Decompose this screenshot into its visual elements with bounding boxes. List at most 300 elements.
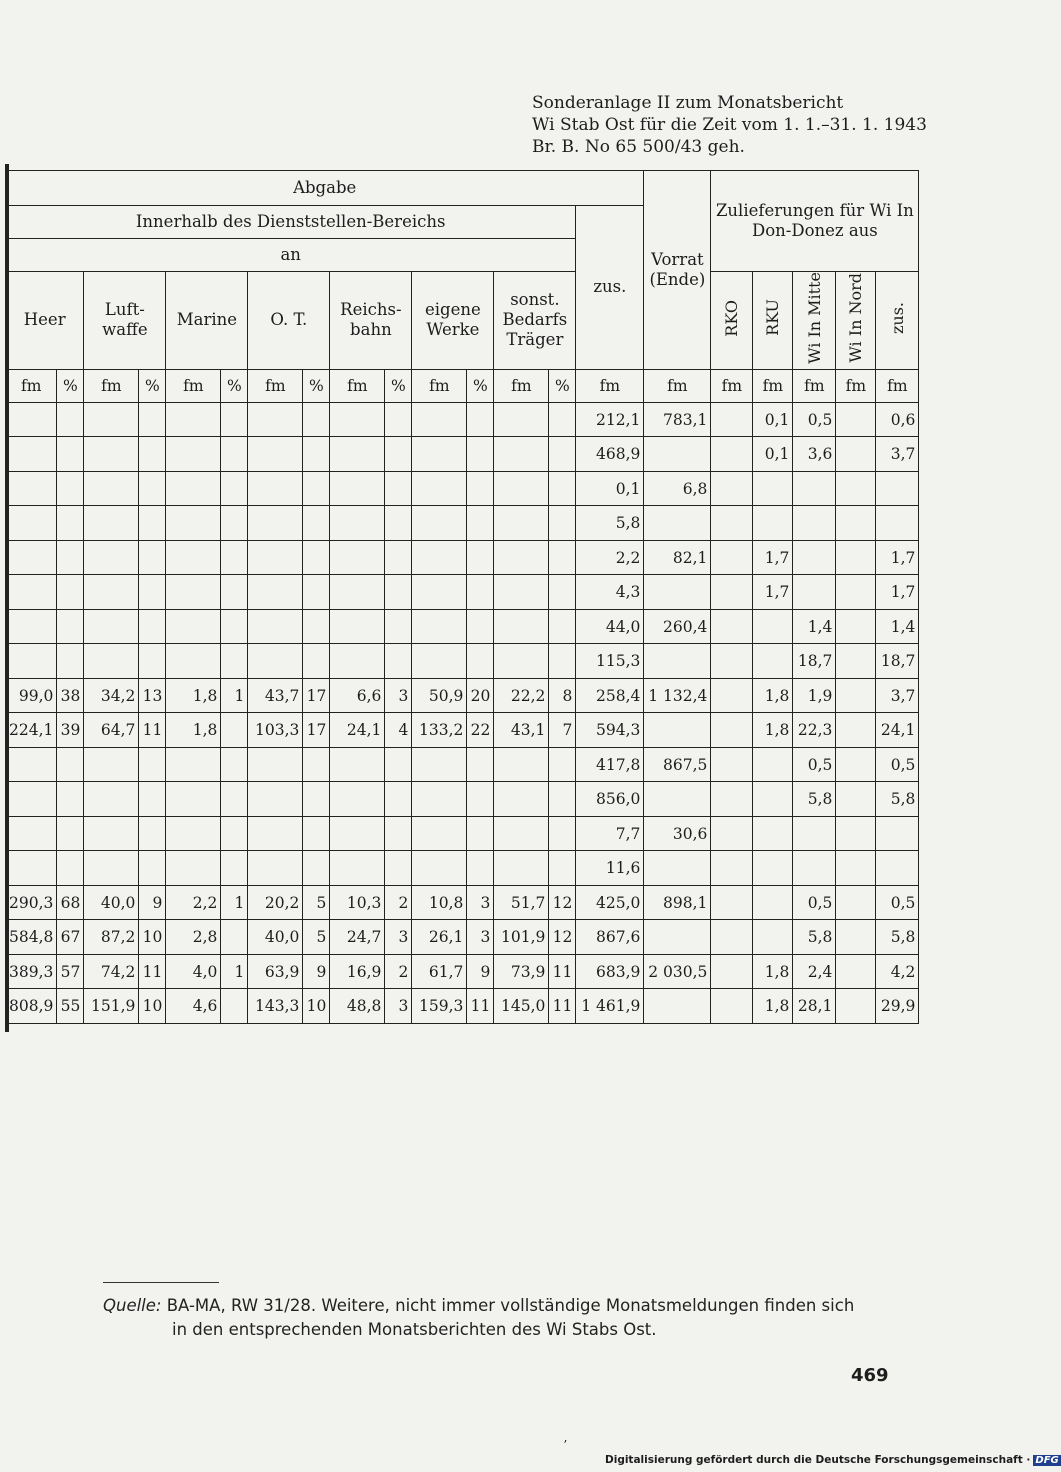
table-cell bbox=[139, 540, 166, 575]
table-row bbox=[6, 437, 919, 472]
table-cell: 10 bbox=[139, 989, 166, 1024]
table-cell: 5 bbox=[303, 920, 330, 955]
table-cell bbox=[221, 816, 248, 851]
table-cell: 151,9 bbox=[84, 989, 139, 1024]
table-cell: 1,8 bbox=[753, 954, 793, 989]
table-cell: 16,9 bbox=[330, 954, 385, 989]
table-cell bbox=[467, 816, 494, 851]
table-cell: 7,7 bbox=[576, 816, 644, 851]
table-cell: 3,6 bbox=[793, 437, 836, 472]
table-cell bbox=[139, 575, 166, 610]
table-cell: 11 bbox=[549, 989, 576, 1024]
table-row bbox=[6, 885, 919, 920]
table-cell bbox=[303, 816, 330, 851]
table-cell bbox=[644, 575, 711, 610]
table-cell bbox=[753, 609, 793, 644]
table-cell bbox=[385, 782, 412, 817]
table-cell bbox=[221, 506, 248, 541]
table-cell: 82,1 bbox=[644, 540, 711, 575]
table-cell bbox=[248, 851, 303, 886]
unit-cell: fm bbox=[711, 369, 753, 402]
table-cell bbox=[330, 609, 385, 644]
header-line-2: Wi Stab Ost für die Zeit vom 1. 1.–31. 1. 1943 bbox=[532, 115, 927, 135]
table-cell: 2 bbox=[385, 954, 412, 989]
table-cell bbox=[494, 851, 549, 886]
table-cell bbox=[412, 782, 467, 817]
table-cell bbox=[221, 989, 248, 1024]
table-cell bbox=[836, 851, 876, 886]
table-cell: 1,8 bbox=[166, 713, 221, 748]
table-cell bbox=[836, 954, 876, 989]
table-cell: 389,3 bbox=[6, 954, 57, 989]
vorrat-header: Vorrat (Ende) bbox=[644, 171, 711, 370]
table-cell bbox=[166, 782, 221, 817]
table-cell bbox=[385, 471, 412, 506]
table-cell: 5,8 bbox=[876, 782, 919, 817]
table-cell: 5,8 bbox=[576, 506, 644, 541]
table-cell bbox=[644, 437, 711, 472]
table-cell bbox=[6, 851, 57, 886]
table-cell bbox=[836, 575, 876, 610]
unit-cell: fm bbox=[644, 369, 711, 402]
table-cell bbox=[711, 782, 753, 817]
table-cell bbox=[84, 851, 139, 886]
table-cell bbox=[57, 644, 84, 679]
unit-cell: fm bbox=[6, 369, 57, 402]
table-cell bbox=[467, 609, 494, 644]
col-zus-2: zus. bbox=[876, 272, 919, 370]
table-cell bbox=[385, 609, 412, 644]
table-cell: 143,3 bbox=[248, 989, 303, 1024]
table-cell bbox=[248, 747, 303, 782]
table-cell bbox=[412, 609, 467, 644]
table-cell: 159,3 bbox=[412, 989, 467, 1024]
table-cell: 39 bbox=[57, 713, 84, 748]
table-cell bbox=[494, 747, 549, 782]
table-cell bbox=[412, 471, 467, 506]
table-cell bbox=[467, 782, 494, 817]
table-cell bbox=[57, 506, 84, 541]
table-cell bbox=[836, 506, 876, 541]
table-row bbox=[6, 678, 919, 713]
header-line-3: Br. B. No 65 500/43 geh. bbox=[532, 137, 745, 157]
table-cell bbox=[57, 851, 84, 886]
table-cell bbox=[166, 851, 221, 886]
table-cell bbox=[385, 644, 412, 679]
col-rko: RKO bbox=[711, 272, 753, 370]
table-cell: 1 132,4 bbox=[644, 678, 711, 713]
table-cell bbox=[221, 609, 248, 644]
table-cell: 63,9 bbox=[248, 954, 303, 989]
table-cell bbox=[549, 506, 576, 541]
table-cell bbox=[836, 609, 876, 644]
table-cell bbox=[711, 885, 753, 920]
table-cell bbox=[57, 782, 84, 817]
table-cell: 0,1 bbox=[576, 471, 644, 506]
table-cell: 0,5 bbox=[876, 747, 919, 782]
table-cell bbox=[793, 506, 836, 541]
table-cell: 0,5 bbox=[793, 402, 836, 437]
table-cell: 87,2 bbox=[84, 920, 139, 955]
table-cell bbox=[166, 816, 221, 851]
table-cell bbox=[84, 575, 139, 610]
table-cell: 9 bbox=[467, 954, 494, 989]
table-cell bbox=[248, 575, 303, 610]
unit-cell: fm bbox=[836, 369, 876, 402]
table-cell: 1,8 bbox=[753, 713, 793, 748]
table-cell bbox=[385, 747, 412, 782]
table-cell bbox=[57, 575, 84, 610]
table-row bbox=[6, 644, 919, 679]
table-cell bbox=[303, 644, 330, 679]
table-cell bbox=[166, 609, 221, 644]
table-cell: 50,9 bbox=[412, 678, 467, 713]
table-cell: 10 bbox=[303, 989, 330, 1024]
table-cell: 68 bbox=[57, 885, 84, 920]
table-cell bbox=[139, 437, 166, 472]
table-row bbox=[6, 851, 919, 886]
table-cell bbox=[385, 506, 412, 541]
unit-cell: % bbox=[57, 369, 84, 402]
table-cell: 29,9 bbox=[876, 989, 919, 1024]
table-cell: 0,5 bbox=[876, 885, 919, 920]
table-cell bbox=[836, 437, 876, 472]
table-cell bbox=[644, 782, 711, 817]
table-cell bbox=[412, 747, 467, 782]
col-sonst-bedarfstraeger: sonst. Bedarfs Träger bbox=[494, 272, 576, 370]
table-cell bbox=[6, 575, 57, 610]
table-cell bbox=[793, 471, 836, 506]
table-cell: 7 bbox=[549, 713, 576, 748]
table-cell bbox=[836, 989, 876, 1024]
table-cell: 683,9 bbox=[576, 954, 644, 989]
unit-cell: % bbox=[467, 369, 494, 402]
table-cell bbox=[303, 851, 330, 886]
table-cell bbox=[385, 540, 412, 575]
table-cell: 2,4 bbox=[793, 954, 836, 989]
table-cell bbox=[753, 920, 793, 955]
table-cell bbox=[836, 885, 876, 920]
table-cell bbox=[6, 816, 57, 851]
table-cell bbox=[6, 437, 57, 472]
table-cell bbox=[248, 471, 303, 506]
table-cell: 40,0 bbox=[248, 920, 303, 955]
table-cell bbox=[221, 920, 248, 955]
table-cell bbox=[6, 506, 57, 541]
table-cell bbox=[166, 540, 221, 575]
table-cell: 18,7 bbox=[876, 644, 919, 679]
table-cell: 20,2 bbox=[248, 885, 303, 920]
table-cell: 18,7 bbox=[793, 644, 836, 679]
table-cell bbox=[494, 506, 549, 541]
zus-header: zus. bbox=[576, 206, 644, 370]
source-label: Quelle: bbox=[103, 1296, 162, 1315]
table-cell bbox=[221, 540, 248, 575]
unit-cell: % bbox=[549, 369, 576, 402]
table-cell: 584,8 bbox=[6, 920, 57, 955]
col-wi-in-mitte: Wi In Mitte bbox=[793, 272, 836, 370]
table-cell bbox=[221, 437, 248, 472]
unit-cell: % bbox=[139, 369, 166, 402]
table-cell bbox=[6, 402, 57, 437]
table-cell bbox=[836, 816, 876, 851]
footer-text: Digitalisierung gefördert durch die Deutsche Forschungsgemeinschaft · bbox=[605, 1454, 1031, 1466]
table-cell bbox=[412, 402, 467, 437]
table-cell bbox=[330, 816, 385, 851]
table-cell bbox=[711, 402, 753, 437]
table-row bbox=[6, 954, 919, 989]
table-cell bbox=[549, 402, 576, 437]
table-cell: 425,0 bbox=[576, 885, 644, 920]
table-cell bbox=[221, 575, 248, 610]
table-cell bbox=[644, 920, 711, 955]
table-cell bbox=[248, 644, 303, 679]
table-cell: 2,2 bbox=[576, 540, 644, 575]
table-cell bbox=[84, 402, 139, 437]
table-cell: 3 bbox=[385, 989, 412, 1024]
table-cell bbox=[467, 437, 494, 472]
table-cell bbox=[836, 644, 876, 679]
table-cell: 22,3 bbox=[793, 713, 836, 748]
table-cell bbox=[549, 851, 576, 886]
table-cell: 99,0 bbox=[6, 678, 57, 713]
table-cell: 0,1 bbox=[753, 402, 793, 437]
table-cell bbox=[753, 816, 793, 851]
table-cell bbox=[330, 506, 385, 541]
table-cell: 10 bbox=[139, 920, 166, 955]
table-cell: 0,5 bbox=[793, 747, 836, 782]
table-cell: 783,1 bbox=[644, 402, 711, 437]
table-cell bbox=[494, 471, 549, 506]
table-row bbox=[6, 920, 919, 955]
table-cell bbox=[644, 713, 711, 748]
table-cell: 5 bbox=[303, 885, 330, 920]
table-cell: 417,8 bbox=[576, 747, 644, 782]
col-rku: RKU bbox=[753, 272, 793, 370]
table-cell: 2,8 bbox=[166, 920, 221, 955]
table-cell: 5,8 bbox=[793, 782, 836, 817]
table-cell bbox=[139, 471, 166, 506]
table-cell: 22,2 bbox=[494, 678, 549, 713]
table-cell bbox=[836, 471, 876, 506]
col-luftwaffe: Luft- waffe bbox=[84, 272, 166, 370]
table-cell bbox=[248, 437, 303, 472]
table-cell bbox=[139, 782, 166, 817]
table-cell bbox=[549, 782, 576, 817]
table-cell: 898,1 bbox=[644, 885, 711, 920]
table-cell bbox=[711, 816, 753, 851]
table-cell bbox=[793, 575, 836, 610]
table-cell bbox=[166, 437, 221, 472]
table-cell bbox=[467, 644, 494, 679]
table-cell bbox=[876, 851, 919, 886]
table-cell: 73,9 bbox=[494, 954, 549, 989]
table-cell: 3 bbox=[467, 920, 494, 955]
table-cell: 61,7 bbox=[412, 954, 467, 989]
table-cell bbox=[6, 471, 57, 506]
table-cell bbox=[753, 506, 793, 541]
table-cell: 2,2 bbox=[166, 885, 221, 920]
table-cell: 51,7 bbox=[494, 885, 549, 920]
table-cell: 57 bbox=[57, 954, 84, 989]
table-cell bbox=[793, 816, 836, 851]
digitization-footer bbox=[605, 1454, 1061, 1466]
unit-cell: % bbox=[303, 369, 330, 402]
col-reichsbahn: Reichs- bahn bbox=[330, 272, 412, 370]
table-cell: 1 bbox=[221, 678, 248, 713]
table-cell bbox=[221, 402, 248, 437]
table-cell: 3,7 bbox=[876, 678, 919, 713]
table-cell: 3 bbox=[385, 920, 412, 955]
table-cell bbox=[221, 851, 248, 886]
table-cell bbox=[494, 782, 549, 817]
table-cell: 867,6 bbox=[576, 920, 644, 955]
table-cell bbox=[385, 816, 412, 851]
table-cell: 67 bbox=[57, 920, 84, 955]
table-cell bbox=[330, 402, 385, 437]
table-cell: 1 461,9 bbox=[576, 989, 644, 1024]
table-cell bbox=[248, 609, 303, 644]
table-cell bbox=[385, 437, 412, 472]
table-cell: 5,8 bbox=[793, 920, 836, 955]
table-cell: 103,3 bbox=[248, 713, 303, 748]
table-cell bbox=[84, 437, 139, 472]
table-cell bbox=[549, 747, 576, 782]
table-cell bbox=[84, 782, 139, 817]
table-cell bbox=[549, 540, 576, 575]
table-cell bbox=[753, 885, 793, 920]
table-cell: 1,7 bbox=[876, 575, 919, 610]
table-cell: 6,6 bbox=[330, 678, 385, 713]
table-cell: 212,1 bbox=[576, 402, 644, 437]
table-cell: 1,4 bbox=[876, 609, 919, 644]
table-cell bbox=[836, 713, 876, 748]
table-cell bbox=[330, 782, 385, 817]
table-cell bbox=[248, 540, 303, 575]
table-cell: 11 bbox=[139, 713, 166, 748]
table-cell bbox=[711, 920, 753, 955]
table-cell bbox=[467, 471, 494, 506]
table-cell bbox=[494, 609, 549, 644]
table-cell: 8 bbox=[549, 678, 576, 713]
table-row bbox=[6, 575, 919, 610]
table-cell bbox=[836, 540, 876, 575]
table-cell bbox=[793, 540, 836, 575]
innerhalb-header: Innerhalb des Dienststellen-Bereichs bbox=[6, 206, 576, 239]
table-cell bbox=[494, 575, 549, 610]
unit-cell: % bbox=[385, 369, 412, 402]
table-cell: 0,6 bbox=[876, 402, 919, 437]
unit-cell: % bbox=[221, 369, 248, 402]
abgabe-header: Abgabe bbox=[6, 171, 644, 206]
table-cell: 17 bbox=[303, 678, 330, 713]
table-cell: 856,0 bbox=[576, 782, 644, 817]
table-cell bbox=[57, 609, 84, 644]
unit-cell: fm bbox=[793, 369, 836, 402]
table-cell bbox=[84, 609, 139, 644]
table-cell bbox=[303, 782, 330, 817]
table-cell bbox=[303, 609, 330, 644]
table-cell bbox=[412, 851, 467, 886]
table-row bbox=[6, 540, 919, 575]
table-row bbox=[6, 816, 919, 851]
table-cell bbox=[166, 402, 221, 437]
table-cell bbox=[494, 437, 549, 472]
table-cell bbox=[221, 644, 248, 679]
table-cell bbox=[57, 816, 84, 851]
table-cell bbox=[836, 747, 876, 782]
table-cell: 26,1 bbox=[412, 920, 467, 955]
table-cell: 1,8 bbox=[753, 989, 793, 1024]
table-cell bbox=[6, 782, 57, 817]
table-cell: 1,7 bbox=[753, 540, 793, 575]
table-cell bbox=[84, 540, 139, 575]
table-cell: 44,0 bbox=[576, 609, 644, 644]
table-cell: 0,1 bbox=[753, 437, 793, 472]
table-cell bbox=[711, 747, 753, 782]
table-row bbox=[6, 782, 919, 817]
table-cell bbox=[412, 644, 467, 679]
unit-cell: fm bbox=[330, 369, 385, 402]
table-cell: 808,9 bbox=[6, 989, 57, 1024]
table-cell bbox=[711, 954, 753, 989]
table-cell: 6,8 bbox=[644, 471, 711, 506]
table-cell: 22 bbox=[467, 713, 494, 748]
table-cell bbox=[139, 851, 166, 886]
table-cell bbox=[549, 471, 576, 506]
footnote-rule bbox=[103, 1282, 219, 1283]
table-cell: 1 bbox=[221, 954, 248, 989]
table-row bbox=[6, 506, 919, 541]
table-row bbox=[6, 471, 919, 506]
table-cell bbox=[876, 816, 919, 851]
table-cell bbox=[303, 402, 330, 437]
table-cell: 11 bbox=[549, 954, 576, 989]
table-cell: 1,7 bbox=[876, 540, 919, 575]
table-cell bbox=[467, 747, 494, 782]
table-cell bbox=[711, 713, 753, 748]
table-cell bbox=[221, 471, 248, 506]
table-cell bbox=[711, 471, 753, 506]
table-cell bbox=[711, 540, 753, 575]
table-cell bbox=[385, 575, 412, 610]
unit-cell: fm bbox=[576, 369, 644, 402]
table-cell: 1,7 bbox=[753, 575, 793, 610]
table-cell bbox=[57, 471, 84, 506]
table-cell bbox=[549, 609, 576, 644]
table-cell: 0,5 bbox=[793, 885, 836, 920]
source-line-2: in den entsprechenden Monatsberichten des Wi Stabs Ost. bbox=[172, 1320, 657, 1339]
table-cell bbox=[753, 471, 793, 506]
table-cell: 24,1 bbox=[876, 713, 919, 748]
table-cell: 1 bbox=[221, 885, 248, 920]
table-cell: 64,7 bbox=[84, 713, 139, 748]
table-cell: 11,6 bbox=[576, 851, 644, 886]
table-cell bbox=[248, 816, 303, 851]
table-cell bbox=[303, 506, 330, 541]
table-cell: 290,3 bbox=[6, 885, 57, 920]
table-cell: 48,8 bbox=[330, 989, 385, 1024]
unit-cell: fm bbox=[876, 369, 919, 402]
table-cell bbox=[57, 402, 84, 437]
table-cell bbox=[221, 782, 248, 817]
table-cell bbox=[494, 402, 549, 437]
table-cell: 258,4 bbox=[576, 678, 644, 713]
table-cell bbox=[412, 816, 467, 851]
table-cell: 224,1 bbox=[6, 713, 57, 748]
table-cell bbox=[549, 816, 576, 851]
table-cell bbox=[303, 471, 330, 506]
